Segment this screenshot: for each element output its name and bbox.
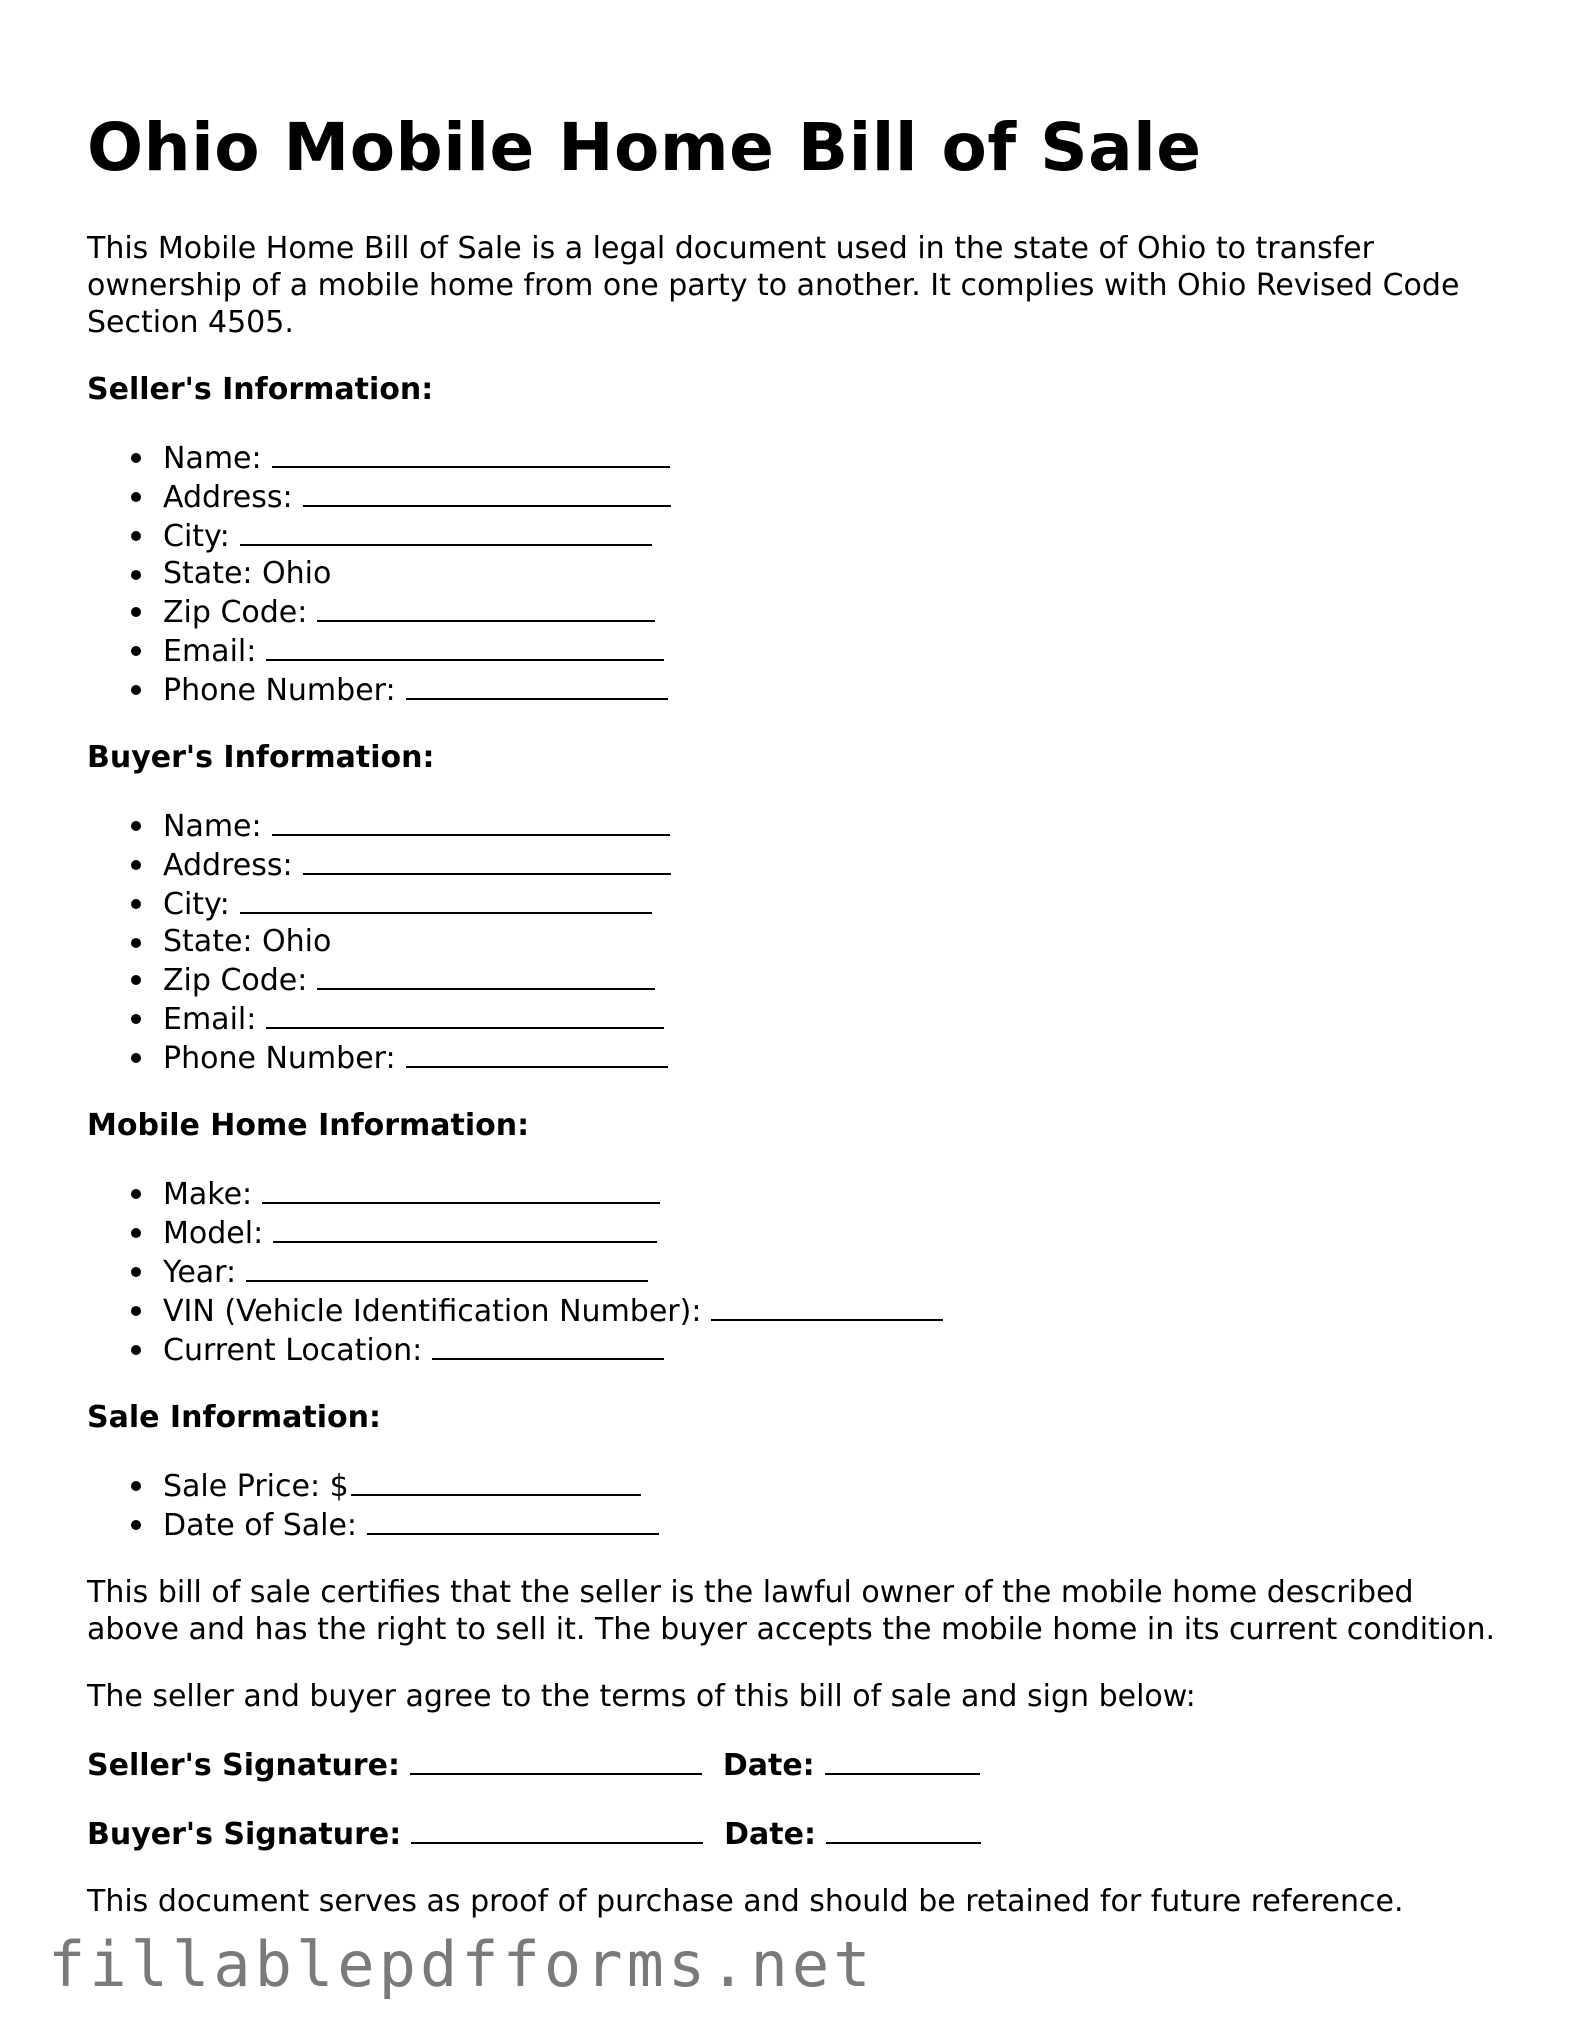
year-label: Year:: [163, 1255, 237, 1290]
buyer-state-label: State: Ohio: [163, 924, 332, 959]
buyer-address-field[interactable]: [303, 845, 671, 875]
make-label: Make:: [163, 1177, 253, 1212]
seller-phone-field[interactable]: [406, 670, 668, 700]
seller-address-item: [163, 477, 1507, 516]
vin-field[interactable]: [711, 1291, 943, 1321]
seller-city-item: [163, 516, 1507, 555]
bullet-icon: [131, 1267, 141, 1277]
model-label: Model:: [163, 1216, 264, 1251]
seller-section-heading: Seller's Information:: [87, 372, 434, 407]
mobile-home-section-heading: Mobile Home Information:: [87, 1108, 530, 1143]
seller-email-item: [163, 631, 1507, 670]
watermark-text: fillablepdfforms.net: [48, 1928, 875, 2001]
sale-price-item: [163, 1466, 1507, 1505]
certification-paragraph: This bill of sale certifies that the seller is the lawful owner of the mobile home described above and has the right to sell it. The buyer accepts the mobile home in its current condition.: [87, 1575, 1496, 1647]
buyer-phone-item: [163, 1038, 1507, 1077]
seller-state-label: State: Ohio: [163, 556, 332, 591]
buyer-name-item: [163, 806, 1507, 845]
buyer-signature-label: Buyer's Signature:: [87, 1817, 402, 1852]
buyer-city-field[interactable]: [240, 884, 652, 914]
seller-zip-item: [163, 592, 1507, 631]
seller-phone-item: [163, 670, 1507, 709]
seller-city-label: City:: [163, 519, 230, 554]
bullet-icon: [131, 1053, 141, 1063]
bullet-icon: [131, 685, 141, 695]
buyer-zip-label: Zip Code:: [163, 963, 308, 998]
buyer-address-item: [163, 845, 1507, 884]
model-field[interactable]: [273, 1213, 657, 1243]
seller-signature-label: Seller's Signature:: [87, 1748, 400, 1783]
seller-zip-field[interactable]: [317, 592, 655, 622]
buyer-zip-field[interactable]: [317, 960, 655, 990]
buyer-email-label: Email:: [163, 1002, 257, 1037]
bullet-icon: [131, 821, 141, 831]
current-location-label: Current Location:: [163, 1333, 423, 1368]
bullet-icon: [131, 1481, 141, 1491]
seller-field-list: [87, 438, 1507, 709]
buyer-city-label: City:: [163, 887, 230, 922]
bullet-icon: [131, 860, 141, 870]
buyer-date-field[interactable]: [826, 1814, 981, 1844]
mobile-home-field-list: [87, 1174, 1507, 1369]
buyer-field-list: [87, 806, 1507, 1077]
buyer-signature-line: [87, 1814, 1507, 1853]
seller-email-field[interactable]: [266, 631, 664, 661]
current-location-field[interactable]: [432, 1330, 664, 1360]
date-of-sale-item: [163, 1505, 1507, 1544]
seller-address-field[interactable]: [303, 477, 671, 507]
make-field[interactable]: [262, 1174, 660, 1204]
bullet-icon: [131, 1345, 141, 1355]
buyer-name-label: Name:: [163, 809, 262, 844]
seller-date-field[interactable]: [825, 1745, 980, 1775]
bullet-icon: [131, 607, 141, 617]
bullet-icon: [131, 1228, 141, 1238]
bullet-icon: [131, 531, 141, 541]
intro-paragraph: This Mobile Home Bill of Sale is a legal document used in the state of Ohio to transfer ownership of a mobile home from one party to another. It complies with Ohio Revised Code Section 4505.: [87, 231, 1460, 340]
bullet-icon: [131, 1014, 141, 1024]
buyer-signature-field[interactable]: [411, 1814, 703, 1844]
bullet-icon: [131, 492, 141, 502]
buyer-city-item: [163, 884, 1507, 923]
make-item: [163, 1174, 1507, 1213]
model-item: [163, 1213, 1507, 1252]
buyer-address-label: Address:: [163, 848, 293, 883]
vin-label: VIN (Vehicle Identification Number):: [163, 1294, 702, 1329]
buyer-section-heading: Buyer's Information:: [87, 740, 435, 775]
sale-section-heading: Sale Information:: [87, 1400, 381, 1435]
buyer-phone-field[interactable]: [406, 1038, 668, 1068]
year-item: [163, 1252, 1507, 1291]
seller-address-label: Address:: [163, 480, 293, 515]
seller-name-field[interactable]: [272, 438, 670, 468]
document-title: Ohio Mobile Home Bill of Sale: [87, 109, 1202, 186]
agreement-paragraph: The seller and buyer agree to the terms of this bill of sale and sign below:: [87, 1679, 1196, 1714]
bullet-icon: [131, 1306, 141, 1316]
bullet-icon: [131, 975, 141, 985]
seller-signature-field[interactable]: [410, 1745, 702, 1775]
seller-name-label: Name:: [163, 441, 262, 476]
buyer-name-field[interactable]: [272, 806, 670, 836]
bullet-icon: [131, 938, 141, 948]
bullet-icon: [131, 570, 141, 580]
current-location-item: [163, 1330, 1507, 1369]
bullet-icon: [131, 1189, 141, 1199]
year-field[interactable]: [246, 1252, 648, 1282]
seller-phone-label: Phone Number:: [163, 673, 396, 708]
bullet-icon: [131, 1520, 141, 1530]
document-page: [87, 108, 1507, 1920]
buyer-date-label: Date:: [724, 1817, 816, 1852]
seller-city-field[interactable]: [240, 516, 652, 546]
buyer-email-item: [163, 999, 1507, 1038]
buyer-state-item: [163, 923, 1507, 960]
seller-date-label: Date:: [722, 1748, 815, 1783]
date-of-sale-label: Date of Sale:: [163, 1508, 358, 1543]
seller-signature-line: [87, 1745, 1507, 1784]
sale-price-field[interactable]: [351, 1466, 641, 1496]
bullet-icon: [131, 453, 141, 463]
seller-email-label: Email:: [163, 634, 257, 669]
buyer-zip-item: [163, 960, 1507, 999]
date-of-sale-field[interactable]: [367, 1505, 659, 1535]
seller-name-item: [163, 438, 1507, 477]
bullet-icon: [131, 646, 141, 656]
bullet-icon: [131, 899, 141, 909]
sale-price-label: Sale Price: $: [163, 1469, 349, 1504]
buyer-email-field[interactable]: [266, 999, 664, 1029]
seller-zip-label: Zip Code:: [163, 595, 308, 630]
buyer-phone-label: Phone Number:: [163, 1041, 396, 1076]
sale-field-list: [87, 1466, 1507, 1544]
seller-state-item: [163, 555, 1507, 592]
closing-paragraph: This document serves as proof of purchase and should be retained for future reference.: [87, 1884, 1404, 1919]
vin-item: [163, 1291, 1507, 1330]
